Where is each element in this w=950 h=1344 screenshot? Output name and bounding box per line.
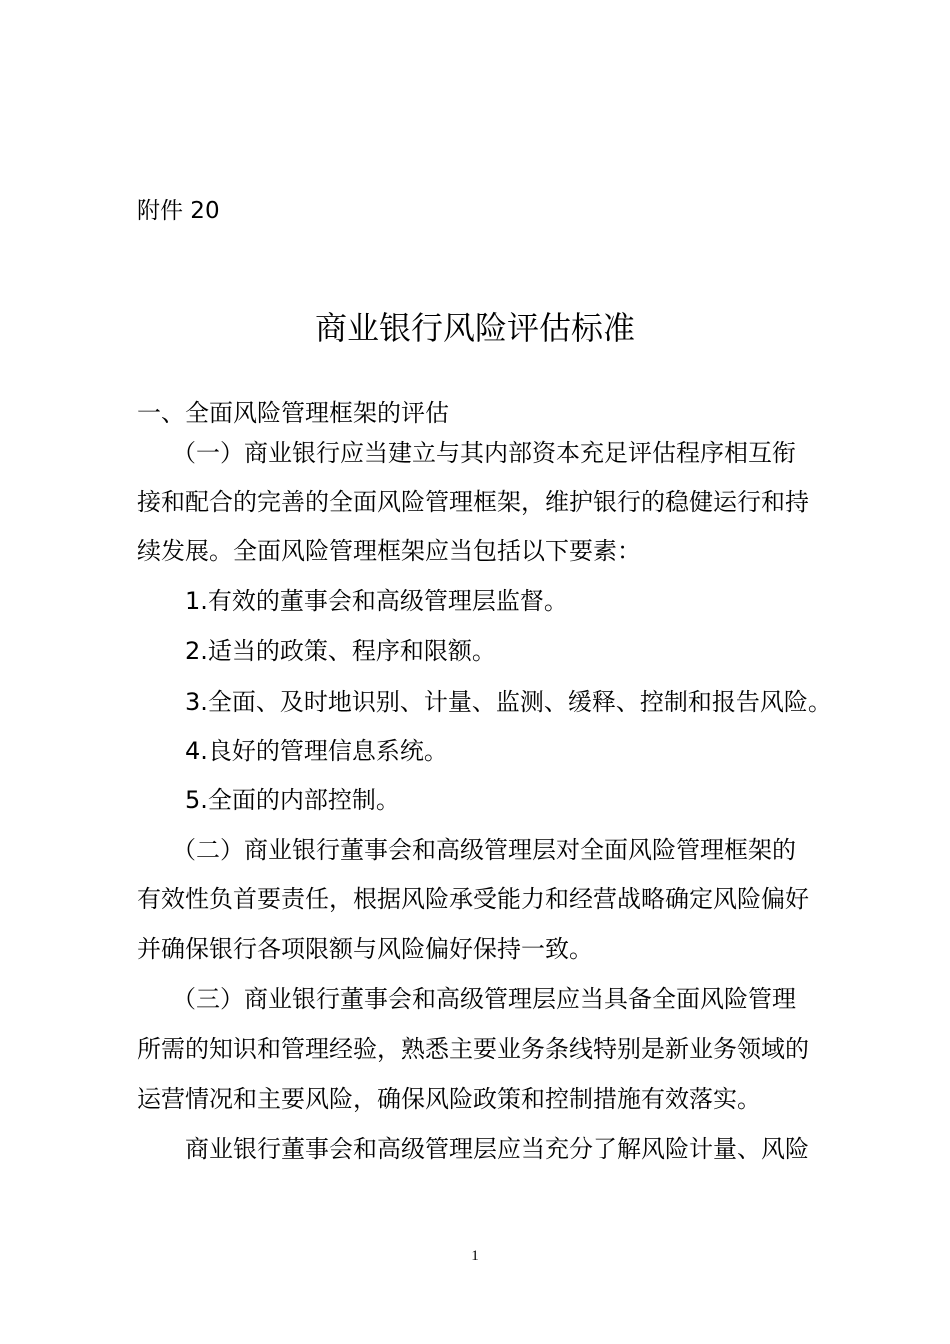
paragraph-line: 运营情况和主要风险，确保风险政策和控制措施有效落实。 [137, 1085, 761, 1113]
list-item: 3.全面、及时地识别、计量、监测、缓释、控制和报告风险。 [185, 688, 832, 716]
paragraph-line: 接和配合的完善的全面风险管理框架，维护银行的稳健运行和持 [137, 488, 809, 516]
section-heading: 一、全面风险管理框架的评估 [137, 399, 449, 427]
paragraph-line: （二）商业银行董事会和高级管理层对全面风险管理框架的 [172, 836, 796, 864]
paragraph-line: （三）商业银行董事会和高级管理层应当具备全面风险管理 [172, 985, 796, 1013]
list-item: 4.良好的管理信息系统。 [185, 737, 448, 765]
paragraph-line: 有效性负首要责任，根据风险承受能力和经营战略确定风险偏好 [137, 885, 809, 913]
paragraph-line: 并确保银行各项限额与风险偏好保持一致。 [137, 935, 593, 963]
paragraph-line: 续发展。全面风险管理框架应当包括以下要素： [137, 537, 641, 565]
paragraph-line: 所需的知识和管理经验，熟悉主要业务条线特别是新业务领域的 [137, 1035, 809, 1063]
document-title: 商业银行风险评估标准 [314, 309, 635, 347]
page-number: 1 [471, 1248, 479, 1264]
paragraph-line: 商业银行董事会和高级管理层应当充分了解风险计量、风险 [185, 1135, 809, 1163]
paragraph-line: （一）商业银行应当建立与其内部资本充足评估程序相互衔 [172, 439, 796, 467]
list-item: 2.适当的政策、程序和限额。 [185, 637, 496, 665]
attachment-label: 附件 20 [137, 198, 220, 224]
list-item: 5.全面的内部控制。 [185, 786, 400, 814]
list-item: 1.有效的董事会和高级管理层监督。 [185, 587, 568, 615]
